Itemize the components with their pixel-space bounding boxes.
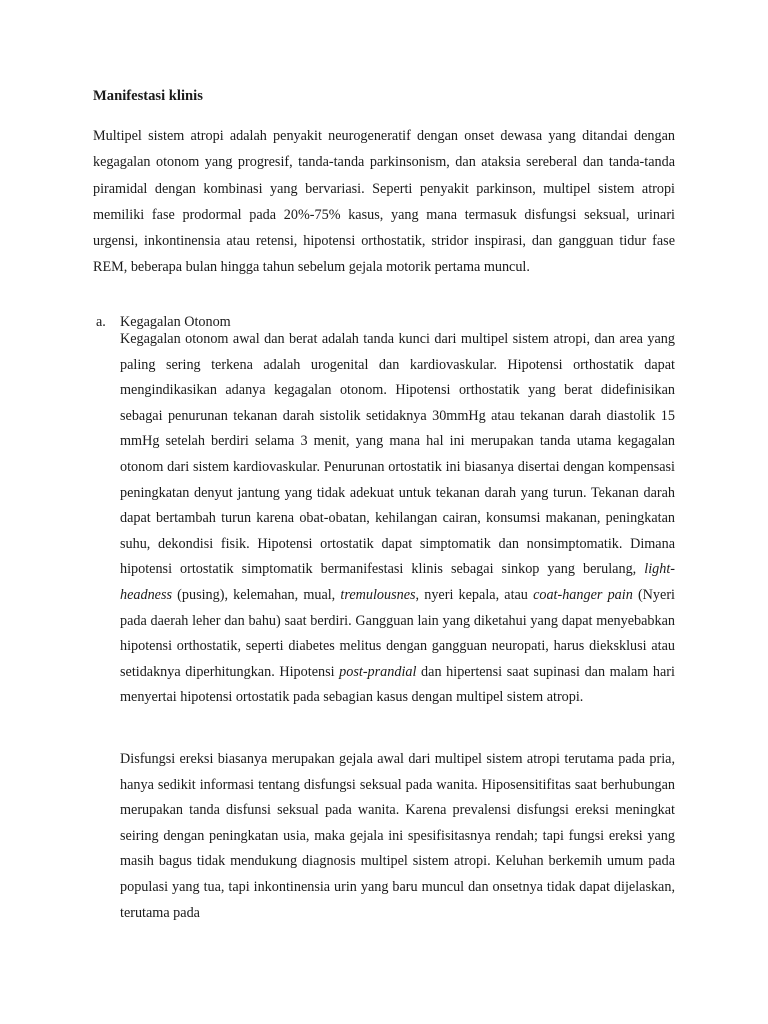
intro-paragraph: Multipel sistem atropi adalah penyakit neurogeneratif dengan onset dewasa yang ditandai dengan kegagalan otonom yang progresif, tanda-tanda parkinsonism, dan ataksia sereberal dan tanda-tanda piramidal dengan kombinasi yang bervariasi. Seperti penyakit parkinson, multipel sistem atropi memiliki fase prodormal pada 20%-75% kasus, yang mana termasuk disfungsi seksual, urinari urgensi, inkontinensia atau retensi, hipotensi orthostatik, stridor inspirasi, dan gangguan tidur fase REM, beberapa bulan hingga tahun sebelum gejala motorik pertama muncul. bbox=[93, 128, 675, 276]
text-run: dan hipertensi saat supinasi dan malam hari menyertai hipotensi ortostatik pada sebagian kasus dengan multipel sistem atropi. bbox=[120, 663, 675, 706]
section-a-paragraph-1 bbox=[120, 327, 675, 711]
section-title-kegagalan-otonom: Kegagalan Otonom bbox=[120, 314, 231, 330]
text-run: (pusing), kelemahan, mual, bbox=[172, 586, 341, 603]
italic-term: light-headness bbox=[120, 561, 675, 603]
section-a-paragraph-2: Disfungsi ereksi biasanya merupakan gejala awal dari multipel sistem atropi terutama pada pria, hanya sedikit informasi tentang disfungsi seksual pada wanita. Hiposensitifitas saat berhubungan merupakan tanda disfunsi seksual pada wanita. Karena prevalensi disfungsi ereksi meningkat seiring dengan peningkatan usia, maka gejala ini spesifisitasnya rendah; tapi fungsi ereksi yang masih bagus tidak mendukung diagnosis multipel sistem atropi. Keluhan berkemih umum pada populasi yang tua, tapi inkontinensia urin yang baru muncul dan onsetnya tidak dapat dijelaskan, terutama pada bbox=[120, 751, 675, 921]
page-title: Manifestasi klinis bbox=[93, 88, 203, 104]
text-run: , nyeri kepala, atau bbox=[415, 586, 534, 603]
list-marker-a: a. bbox=[96, 314, 106, 330]
text-run: (Nyeri pada daerah leher dan bahu) saat berdiri. Gangguan lain yang diketahui yang dapat menyebabkan hipotensi orthostatik, seperti diabetes melitus dengan gangguan neuropati, harus dieksklusi atau setidaknya diperhitungkan. Hipotensi bbox=[120, 586, 675, 680]
text-run: Kegagalan otonom awal dan berat adalah tanda kunci dari multipel sistem atropi, dan area yang paling sering terkena adalah urogenital dan kardiovaskular. Hipotensi orthostatik dapat mengindikasikan adanya kegagalan otonom. Hipotensi orthostatik yang berat didefinisikan sebagai penurunan tekanan darah sistolik setidaknya 30mmHg atau tekanan darah diastolik 15 mmHg setelah berdiri selama 3 menit, yang mana hal ini merupakan tanda utama kegagalan otonom dari sistem kardiovaskular. Penurunan ortostatik ini biasanya disertai dengan kompensasi peningkatan denyut jantung yang tidak adekuat untuk tekanan darah yang turun. Tekanan darah dapat bertambah turun karena obat-obatan, kehilangan cairan, konsumsi makanan, peningkatan suhu, dekondisi fisik. Hipotensi ortostatik dapat simptomatik dan nonsimptomatik. Dimana hipotensi ortostatik simptomatik bermanifestasi klinis sebagai sinkop yang berulang, bbox=[120, 331, 675, 578]
italic-term: post-prandial bbox=[339, 663, 417, 680]
italic-term: coat-hanger pain bbox=[533, 586, 633, 603]
italic-term: tremulousnes bbox=[340, 586, 416, 603]
